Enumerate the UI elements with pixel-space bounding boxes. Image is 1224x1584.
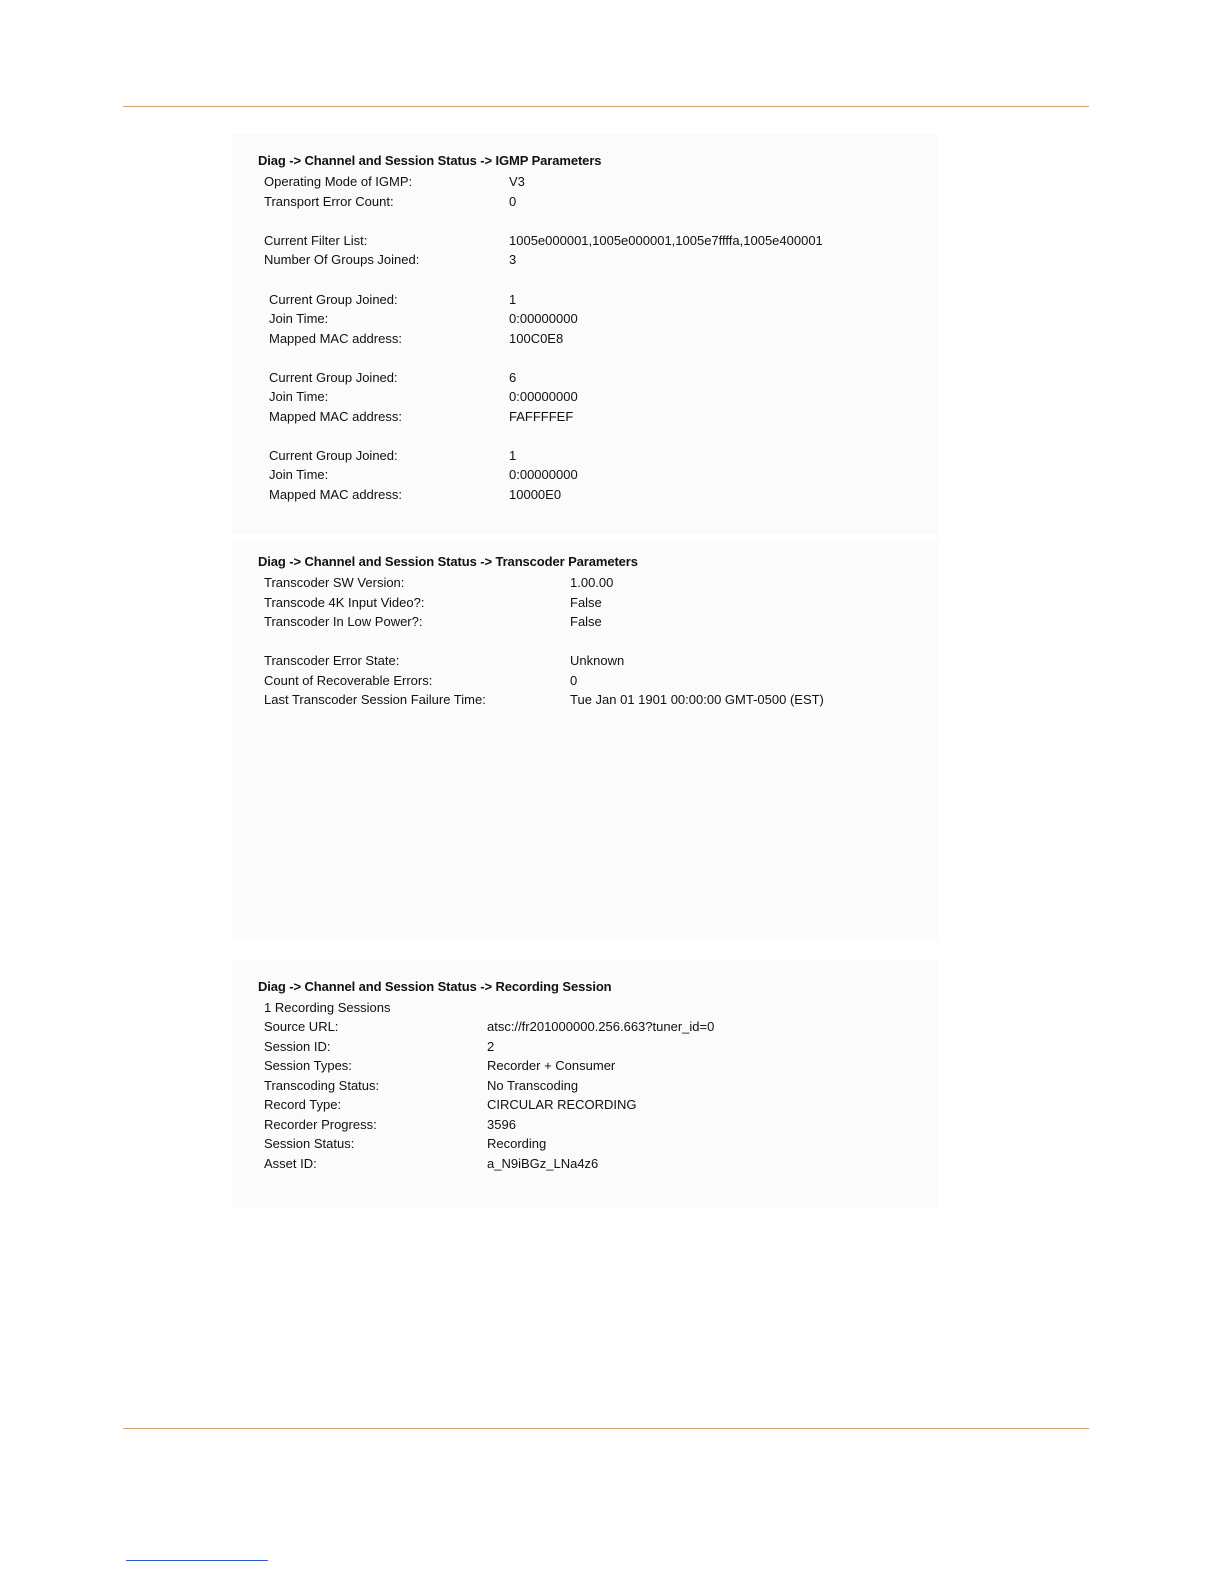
transcoder-section-title: Diag -> Channel and Session Status -> Transcoder Parameters	[258, 554, 638, 569]
group-joined-value: 6	[509, 370, 517, 385]
join-time-label: Join Time:	[269, 311, 329, 326]
group-joined-value: 1	[509, 448, 517, 463]
igmp-section-title: Diag -> Channel and Session Status -> IGMP Parameters	[258, 153, 602, 168]
mac-address-value: 10000E0	[509, 487, 562, 502]
recording-label: Recorder Progress:	[264, 1117, 377, 1132]
filter-list-label: Current Filter List:	[264, 233, 368, 248]
recording-label: Transcoding Status:	[264, 1078, 380, 1093]
join-time-value: 0:00000000	[509, 467, 578, 482]
join-time-value: 0:00000000	[509, 311, 578, 326]
recording-value: Recording	[487, 1136, 547, 1151]
join-time-label: Join Time:	[269, 389, 329, 404]
footer-link-underline	[126, 1560, 268, 1561]
groups-joined-value: 3	[509, 252, 517, 267]
recording-count-text: 1 Recording Sessions	[264, 1000, 391, 1015]
recording-label: Record Type:	[264, 1097, 342, 1112]
recording-label: Asset ID:	[264, 1156, 317, 1171]
filter-list-value: 1005e000001,1005e000001,1005e7ffffa,1005e400001	[509, 233, 823, 248]
transport-error-value: 0	[509, 194, 517, 209]
mac-address-value: 100C0E8	[509, 331, 564, 346]
group-joined-value: 1	[509, 292, 517, 307]
recording-section-title: Diag -> Channel and Session Status -> Recording Session	[258, 979, 612, 994]
recording-value: a_N9iBGz_LNa4z6	[487, 1156, 599, 1171]
recording-value: Recorder + Consumer	[487, 1058, 616, 1073]
recording-label: Session Status:	[264, 1136, 355, 1151]
recording-value: CIRCULAR RECORDING	[487, 1097, 637, 1112]
transcoder-value: 0	[570, 673, 578, 688]
operating-mode-value: V3	[509, 174, 525, 189]
transcoder-value: False	[570, 595, 602, 610]
transcoder-value: Unknown	[570, 653, 625, 668]
recording-label: Source URL:	[264, 1019, 339, 1034]
footer-divider	[123, 1428, 1089, 1429]
recording-value: 2	[487, 1039, 495, 1054]
transcoder-label: Last Transcoder Session Failure Time:	[264, 692, 486, 707]
group-joined-label: Current Group Joined:	[269, 370, 398, 385]
transcoder-value: Tue Jan 01 1901 00:00:00 GMT-0500 (EST)	[570, 692, 824, 707]
transcoder-label: Transcode 4K Input Video?:	[264, 595, 425, 610]
header-divider	[123, 106, 1089, 107]
recording-label: Session Types:	[264, 1058, 352, 1073]
transcoder-label: Transcoder SW Version:	[264, 575, 405, 590]
mac-address-label: Mapped MAC address:	[269, 487, 402, 502]
mac-address-value: FAFFFFEF	[509, 409, 574, 424]
transport-error-label: Transport Error Count:	[264, 194, 394, 209]
recording-value: atsc://fr201000000.256.663?tuner_id=0	[487, 1019, 715, 1034]
transcoder-value: 1.00.00	[570, 575, 614, 590]
groups-joined-label: Number Of Groups Joined:	[264, 252, 420, 267]
group-joined-label: Current Group Joined:	[269, 292, 398, 307]
transcoder-label: Transcoder In Low Power?:	[264, 614, 423, 629]
mac-address-label: Mapped MAC address:	[269, 331, 402, 346]
mac-address-label: Mapped MAC address:	[269, 409, 402, 424]
transcoder-label: Transcoder Error State:	[264, 653, 400, 668]
recording-value: 3596	[487, 1117, 516, 1132]
recording-label: Session ID:	[264, 1039, 331, 1054]
join-time-label: Join Time:	[269, 467, 329, 482]
operating-mode-label: Operating Mode of IGMP:	[264, 174, 413, 189]
transcoder-label: Count of Recoverable Errors:	[264, 673, 433, 688]
recording-value: No Transcoding	[487, 1078, 579, 1093]
group-joined-label: Current Group Joined:	[269, 448, 398, 463]
transcoder-value: False	[570, 614, 602, 629]
join-time-value: 0:00000000	[509, 389, 578, 404]
